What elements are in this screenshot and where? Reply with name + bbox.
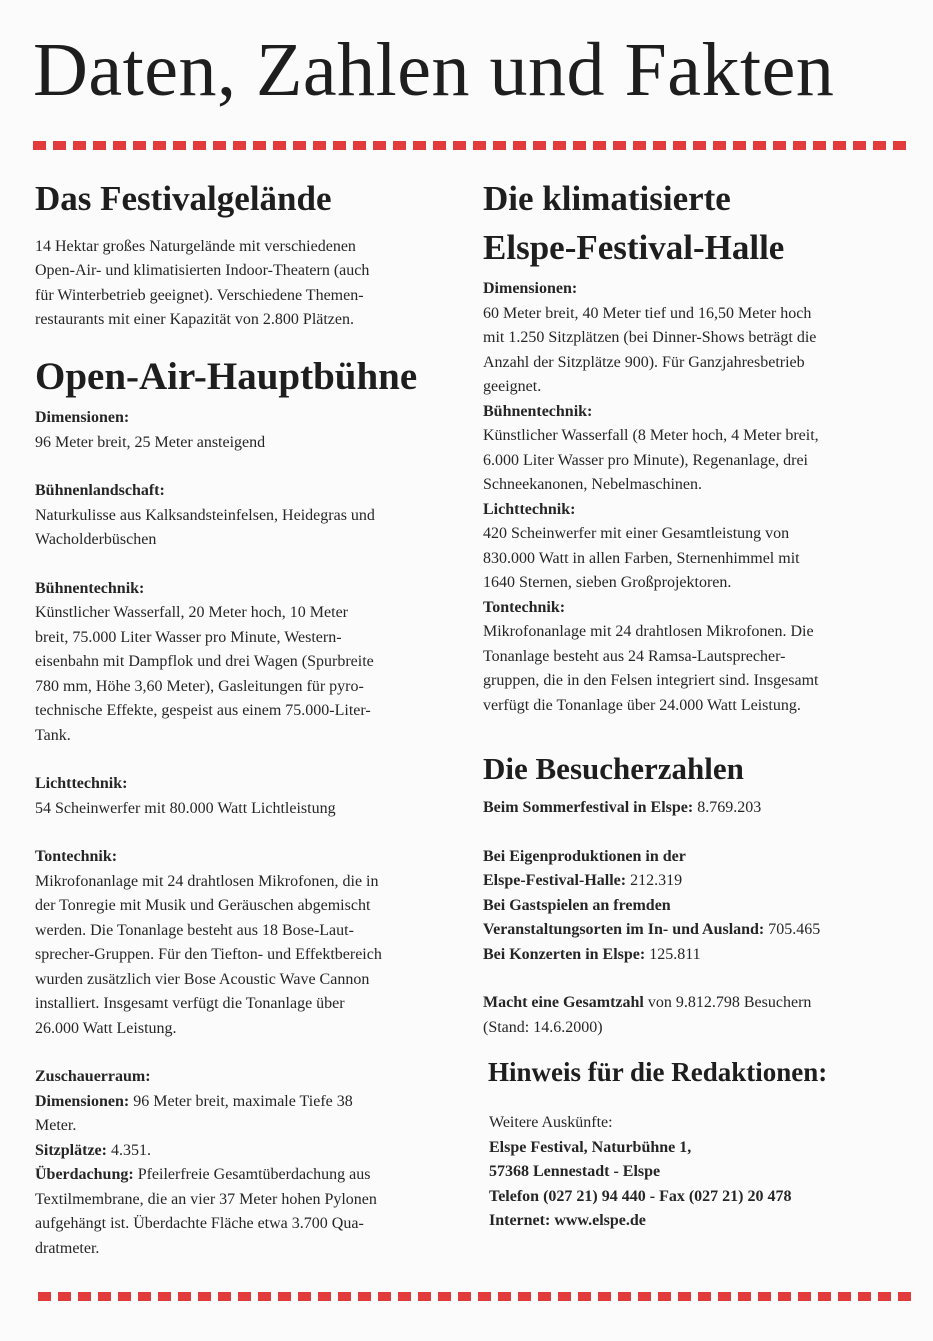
hall-light-text-2: 830.000 Watt in allen Farben, Sternenhimmel mit	[483, 549, 800, 567]
hall-dimensions-text-2: mit 1.250 Sitzplätzen (bei Dinner-Shows beträgt die	[483, 329, 817, 347]
hall-stage-tech-text-3: Schneekanonen, Nebelmaschinen.	[483, 476, 703, 494]
openair-stage-tech-text-5: technische Effekte, gespeist aus einem 75.000-Liter-	[35, 702, 371, 720]
openair-sound-text-6: installiert. Insgesamt verfügt die Tonanlage über	[35, 995, 345, 1013]
hall-light-text-1: 420 Scheinwerfer mit einer Gesamtleistung von	[483, 525, 790, 543]
visitors-concert-label: Bei Konzerten in Elspe:	[483, 945, 646, 963]
page-title: Daten, Zahlen und Fakten	[33, 28, 835, 112]
openair-sound-text-7: 26.000 Watt Leistung.	[35, 1019, 177, 1037]
hall-sound-label: Tontechnik:	[483, 598, 566, 616]
visitors-own-line	[483, 869, 908, 894]
visitors-summer-value: 8.769.203	[693, 799, 762, 817]
left-column	[35, 178, 465, 1261]
hall-stage-tech-text-1: Künstlicher Wasserfall (8 Meter hoch, 4 Meter breit,	[483, 427, 819, 445]
visitors-total-value: von 9.812.798 Besuchern	[643, 994, 812, 1012]
hall-dimensions-text-4: geeignet.	[483, 378, 542, 396]
openair-stage-tech-text-6: Tank.	[35, 726, 71, 744]
notice-address-2: 57368 Lennestadt - Elspe	[489, 1163, 661, 1181]
openair-stage-tech-label: Bühnentechnik:	[35, 579, 145, 597]
visitors-summer-line	[483, 796, 908, 821]
audience-roof-label: Überdachung:	[35, 1166, 134, 1184]
visitors-guest-label-2: Veranstaltungsorten im In- und Ausland:	[483, 921, 765, 939]
visitors-concert-value: 125.811	[645, 945, 701, 963]
visitors-own-label-2: Elspe-Festival-Halle:	[483, 872, 627, 890]
festival-text-2: Open-Air- und klimatisierten Indoor-Theatern (auch	[35, 262, 370, 280]
section-heading-hall-1: Die klimatisierte	[483, 179, 731, 218]
audience-dimensions-label: Dimensionen:	[35, 1092, 130, 1110]
audience-dimensions-line	[35, 1090, 465, 1115]
openair-landscape-label: Bühnenlandschaft:	[35, 482, 165, 500]
festival-text-3: für Winterbetrieb geeignet). Verschiedene Themen-	[35, 286, 364, 304]
visitors-total-label: Macht eine Gesamtzahl	[483, 994, 644, 1012]
festival-text-1: 14 Hektar großes Naturgelände mit verschiedenen	[35, 237, 356, 255]
audience-roof-text-3: dratmeter.	[35, 1239, 100, 1257]
red-dashed-divider-bottom	[38, 1292, 912, 1301]
notice-address-1: Elspe Festival, Naturbühne 1,	[489, 1138, 692, 1156]
visitors-own-value: 212.319	[626, 872, 683, 890]
notice-block	[483, 1111, 908, 1234]
hall-sound-text-4: verfügt die Tonanlage über 24.000 Watt Leistung.	[483, 696, 801, 714]
hall-dimensions-text-1: 60 Meter breit, 40 Meter tief und 16,50 Meter hoch	[483, 304, 812, 322]
section-heading-open-air: Open-Air-Hauptbühne	[35, 354, 418, 398]
openair-stage-tech-text-2: breit, 75.000 Liter Wasser pro Minute, Western-	[35, 628, 342, 646]
openair-light-label: Lichttechnik:	[35, 775, 128, 793]
openair-sound-text-2: der Tonregie mit Musik und Geräuschen abgemischt	[35, 897, 371, 915]
openair-sound-text-1: Mikrofonanlage mit 24 drahtlosen Mikrofonen, die in	[35, 872, 379, 890]
audience-seats-line	[35, 1139, 465, 1164]
audience-roof-line	[35, 1163, 465, 1188]
openair-landscape-text-2: Wacholderbüschen	[35, 531, 157, 549]
section-heading-notice: Hinweis für die Redaktionen:	[488, 1057, 828, 1088]
festival-text-4: restaurants mit einer Kapazität von 2.800 Plätzen.	[35, 311, 355, 329]
hall-dimensions-text-3: Anzahl der Sitzplätze 900). Für Ganzjahresbetrieb	[483, 353, 805, 371]
openair-stage-tech-text-4: 780 mm, Höhe 3,60 Meter), Gasleitungen für pyro-	[35, 677, 364, 695]
audience-roof-text-2: aufgehängt ist. Überdachte Fläche etwa 3.700 Qua-	[35, 1215, 364, 1233]
hall-light-label: Lichttechnik:	[483, 500, 576, 518]
audience-dimensions-text: 96 Meter breit, maximale Tiefe 38	[129, 1092, 353, 1110]
right-column	[483, 178, 908, 1234]
section-heading-visitors: Die Besucherzahlen	[483, 751, 744, 787]
audience-seats-label: Sitzplätze:	[35, 1141, 107, 1159]
openair-light-text: 54 Scheinwerfer mit 80.000 Watt Lichtleistung	[35, 799, 336, 817]
openair-stage-tech-text-1: Künstlicher Wasserfall, 20 Meter hoch, 10 Meter	[35, 604, 348, 622]
openair-dimensions-text: 96 Meter breit, 25 Meter ansteigend	[35, 433, 266, 451]
section-heading-hall-2: Elspe-Festival-Halle	[483, 227, 785, 267]
notice-internet: Internet: www.elspe.de	[489, 1212, 646, 1230]
openair-sound-text-4: sprecher-Gruppen. Für den Tiefton- und Effektbereich	[35, 946, 382, 964]
hall-sound-text-2: Tonanlage besteht aus 24 Ramsa-Lautsprecher-	[483, 647, 786, 665]
openair-sound-label: Tontechnik:	[35, 848, 118, 866]
visitors-own-label-1: Bei Eigenproduktionen in der	[483, 847, 686, 865]
hall-stage-tech-label: Bühnentechnik:	[483, 402, 593, 420]
red-dashed-divider-top	[33, 141, 907, 150]
openair-dimensions-label: Dimensionen:	[35, 409, 130, 427]
visitors-concert-line	[483, 943, 908, 968]
visitors-guest-value: 705.465	[764, 921, 821, 939]
audience-roof-text-1: Textilmembrane, die an vier 37 Meter hohen Pylonen	[35, 1190, 377, 1208]
audience-seats-value: 4.351.	[106, 1141, 151, 1159]
notice-phone-fax: Telefon (027 21) 94 440 - Fax (027 21) 20 478	[489, 1187, 792, 1205]
openair-stage-tech-text-3: eisenbahn mit Dampflok und drei Wagen (Spurbreite	[35, 653, 374, 671]
audience-roof-text: Pfeilerfreie Gesamtüberdachung aus	[133, 1166, 371, 1184]
hall-dimensions-label: Dimensionen:	[483, 280, 578, 298]
openair-sound-text-5: wurden zusätzlich vier Bose Acoustic Wave Cannon	[35, 970, 370, 988]
audience-label: Zuschauerraum:	[35, 1068, 151, 1086]
visitors-total-line	[483, 991, 908, 1016]
hall-sound-text-1: Mikrofonanlage mit 24 drahtlosen Mikrofonen. Die	[483, 623, 814, 641]
hall-stage-tech-text-2: 6.000 Liter Wasser pro Minute), Regenanlage, drei	[483, 451, 808, 469]
notice-more-info: Weitere Auskünfte:	[489, 1114, 613, 1132]
hall-sound-text-3: gruppen, die in den Felsen integriert sind. Insgesamt	[483, 672, 819, 690]
visitors-guest-line	[483, 918, 908, 943]
openair-landscape-text-1: Naturkulisse aus Kalksandsteinfelsen, Heidegras und	[35, 506, 375, 524]
visitors-total-date: (Stand: 14.6.2000)	[483, 1018, 603, 1036]
hall-light-text-3: 1640 Sternen, sieben Großprojektoren.	[483, 574, 732, 592]
audience-dimensions-cont: Meter.	[35, 1117, 77, 1135]
visitors-summer-label: Beim Sommerfestival in Elspe:	[483, 799, 694, 817]
visitors-guest-label-1: Bei Gastspielen an fremden	[483, 896, 671, 914]
section-heading-festivalgelaende: Das Festivalgelände	[35, 179, 332, 218]
openair-sound-text-3: werden. Die Tonanlage besteht aus 18 Bose-Laut-	[35, 921, 354, 939]
